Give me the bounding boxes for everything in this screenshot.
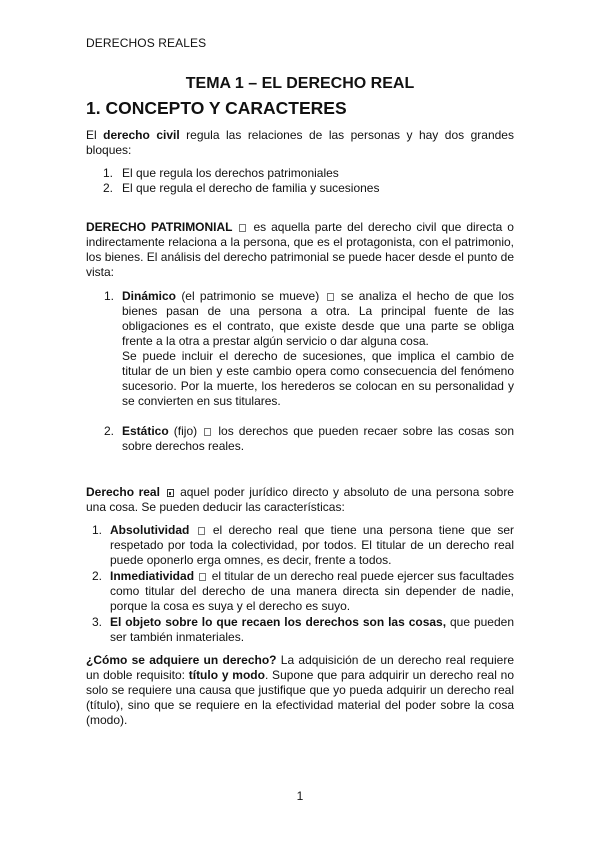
list-item: El que regula el derecho de familia y sucesiones [122, 181, 380, 195]
arrow-glyph-icon [239, 224, 246, 232]
list-item-estatico: Estático (fijo) los derechos que pueden recaer sobre las cosas son sobre derechos reales. [122, 424, 514, 453]
list-number: 2. [92, 569, 103, 583]
arrow-glyph-icon [167, 489, 174, 497]
term-derecho-real: Derecho real [86, 485, 160, 499]
running-header: DERECHOS REALES [86, 36, 207, 50]
adquisicion-paragraph: ¿Cómo se adquiere un derecho? La adquisición de un derecho real requiere un doble requisito: título y modo. Supone que para adquirir un derecho real no solo se requiere una causa que justifique que yo pueda adquirir un derecho real (título), sino que se requiere en la efectividad material del poder sobre la cosa (modo). [86, 653, 514, 727]
list-item-inmediatividad: Inmediatividad el titular de un derecho real puede ejercer sus facultades como titular del derecho de una manera directa sin depender de nadie, porque la cosa es suya y el derecho es suyo. [110, 569, 514, 613]
page-number: 1 [296, 789, 304, 803]
derecho-real-paragraph: Derecho real aquel poder jurídico directo y absoluto de una persona sobre una cosa. Se pueden deducir las características: [86, 485, 514, 514]
section-heading: 1. CONCEPTO Y CARACTERES [86, 98, 347, 118]
list-item-dinamico-extra: Se puede incluir el derecho de sucesiones, que implica el cambio de titular de un bien y este cambio opera como consecuencia del fenómeno sucesorio. Por la muerte, los herederos se colocan en su personalidad y se convierten en sus titulares. [122, 349, 514, 408]
list-item-dinamico: Dinámico (el patrimonio se mueve) se analiza el hecho de que los bienes pasan de una persona a otra. La principal fuente de las obligaciones es el contrato, que existe desde que una parte se obliga frente a la otra a prestar algún servicio o dar alguna cosa. [122, 289, 514, 348]
list-number: 1. [104, 289, 115, 303]
list-item-objeto: El objeto sobre lo que recaen los derechos son las cosas, que pueden ser también inmateriales. [110, 615, 514, 644]
arrow-glyph-icon [198, 527, 205, 535]
page-title: TEMA 1 – EL DERECHO REAL [185, 75, 415, 92]
patrimonial-paragraph: DERECHO PATRIMONIAL es aquella parte del derecho civil que directa o indirectamente relaciona a la persona, que es el protagonista, con el patrimonio, los bienes. El análisis del derecho patrimonial se puede hacer desde el punto de vista: [86, 220, 514, 279]
term-derecho-civil: derecho civil [103, 128, 180, 142]
arrow-glyph-icon [204, 428, 211, 436]
list-number: 3. [92, 615, 103, 629]
arrow-glyph-icon [327, 293, 334, 301]
list-number: 2. [104, 424, 115, 438]
list-number: 1. [103, 166, 114, 180]
list-item: El que regula los derechos patrimoniales [122, 166, 339, 180]
list-number: 1. [92, 523, 103, 537]
arrow-glyph-icon [199, 573, 206, 581]
list-number: 2. [103, 181, 114, 195]
term-derecho-patrimonial: DERECHO PATRIMONIAL [86, 220, 233, 234]
intro-paragraph: El derecho civil regula las relaciones de las personas y hay dos grandes bloques: [86, 128, 514, 157]
list-item-absolutividad: Absolutividad el derecho real que tiene una persona tiene que ser respetado por toda la colectividad, por todos. El titular de un derecho real puede oponerlo erga omnes, es decir, frente a todos. [110, 523, 514, 567]
